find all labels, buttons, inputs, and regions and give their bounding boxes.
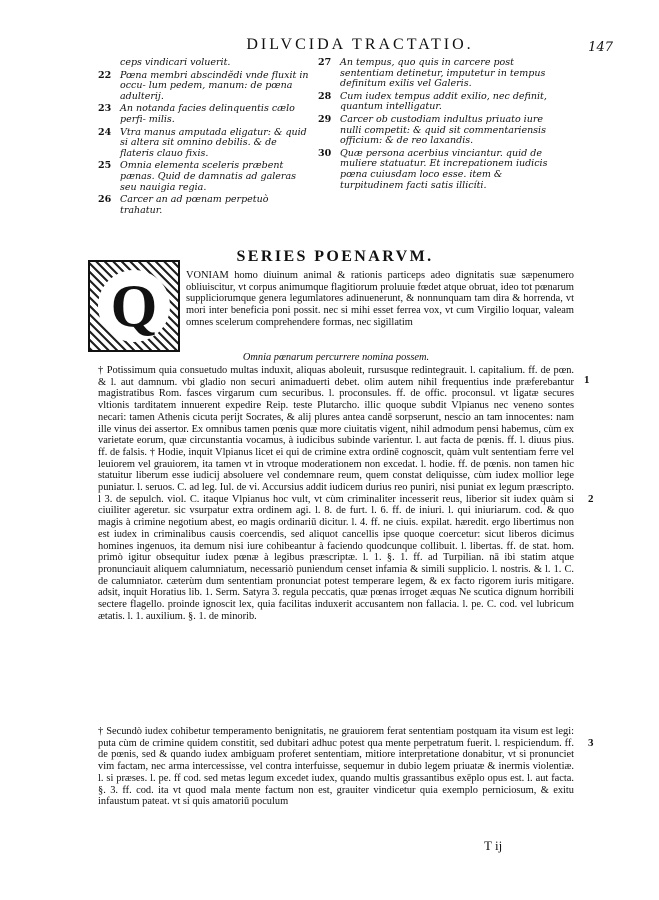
folio-number: 147 bbox=[588, 40, 613, 55]
toc-item-text: An tempus, quo quis in carcere post sententiam detinetur, imputetur in tempus definitum exilis vel Galeris. bbox=[340, 57, 546, 90]
toc-item-text: Vtra manus amputada eligatur: & quid si altera sit omnino debilis. & de flateris clauo fixis. bbox=[120, 126, 307, 159]
margin-note: 2 bbox=[588, 493, 594, 505]
margin-note: 3 bbox=[588, 737, 594, 749]
toc-item-number: 25 bbox=[98, 160, 112, 172]
toc-item-text: Pœna membri abscindĕdi vnde fluxit in occu- lum pedem, manum: de pœna adulterij. bbox=[120, 69, 309, 102]
toc-item bbox=[98, 195, 313, 216]
body-paragraph-2 bbox=[98, 726, 574, 808]
toc-item-number: 30 bbox=[318, 147, 332, 159]
toc-item-number: 26 bbox=[98, 194, 112, 206]
toc-item-text: ceps vindicari voluerit. bbox=[120, 57, 231, 68]
toc-item-number: 24 bbox=[98, 126, 112, 138]
body-paragraph-1 bbox=[98, 365, 574, 622]
toc-item-number: 29 bbox=[318, 113, 332, 125]
toc-item-number: 22 bbox=[98, 69, 112, 81]
section-title: SERIES POENARVM. bbox=[236, 248, 434, 265]
signature-mark: T ij bbox=[484, 838, 503, 853]
margin-note: 1 bbox=[584, 374, 590, 386]
intro-verse-line: Omnia pœnarum percurrere nomina possem. bbox=[242, 352, 430, 363]
toc-item bbox=[98, 58, 313, 69]
intro-paragraph bbox=[186, 270, 574, 329]
toc-item-number: 23 bbox=[98, 103, 112, 115]
toc-item-text: Carcer ob custodiam indultus priuato iure nulli competit: & quid sit commentariensis officium: & de reo laxandis. bbox=[340, 113, 546, 147]
toc-item bbox=[318, 58, 563, 90]
initial-letter: Q bbox=[98, 270, 170, 342]
paragraph-text: † Potissimum quia consuetudo multas induxit, aliquas aboleuit, rursusque redintegrauit. l. capitalium. ff. de pœn. & l. aut damnum. vbi gladio non securi animaduerti debet. olim autem nihil frequentius inde præferebantur magistratibus Rom. fasces virgarum cum securibus. l. proconsules. ff. de offic. proconsul. vt ligatæ secures vltionis tarditatem innuerent expedire Reip. teste Plutarcho. illic quoque subdit Vlpianus nec veneno sontes necari: tamen Athenis cicuta perijt Socrates, & alij plures antea candē sorpserunt, nescio an tam innocentes: nam ille vinus dei assertor. Ex omnibus tamen pœnis quæ more ciuitatis vigent, nihil admodum pensi habemus, cùm ex varietate eorum, quæ circunstantia vocamus, à iudicibus subinde varientur. l. aut facta de pœnis. ff. l. diuus pius. ff. de falsis. † Hodie, inquit Vlpianus licet ei qui de crimine extra ordinē cognoscit, quàm vult sententiam ferre vel leuiorem vel grauiorem, ita tamen vt in vtroque moderationem non excedat. l. hodie. ff. de pœnis. non tamen hic statuitur liberum esse iudicij absoluere vel condemnare reum, quem constat deliquisse, cùm iudex mollior lege puniatur. l. seruos. C. ad leg. Iul. de vi. Accursius addit iudicem durius reo puniri, nisi puniat ex legum præscripto. l 3. de sepulch. viol. C. itaque Vlpianus hoc vult, vt cùm criminaliter incesserit reus, liberior sit iudex quàm si ciuiliter ageretur. sic vsurpatur extra ordinem agi. l. 8. de furt. l. 6. ff. de iniuri. l. qui iniuriarum. cod. & quo magis à crimine negotium abest, eo magis ordinariū dicitur. l. 4. ff. ne ciuis. expilat. hæredit. ergo libertimus non est iudex in criminalibus causis coercendis, sed aliquot cancellis ipse quoque coercetur: sicut liberos dicimus homines ingenuos, ita demum nisi iure cohibeantur à faciendo quodcunque collibuit. l. libertas. ff. de stat. hom. primò igitur obsequitur iudex pœnæ à legibus præscriptæ. l. 1. §. 1. ff. ad Turpilian. nā ibi statim atque pronunciauit aliquem calumniatum, necessariò puniendum censet infamia & simili supplicio. l. nostris. & l. 1. C. de calumniator. cæterùm dum sententiam pronunciat potest temperare legem, & ex facto rigorem iuris mitigare. adsit, inquit Horatius lib. 1. Serm. Satyra 3. regula peccatis, quæ pœnas irroget æquas Ne scutica dignum horribili sectere flagello. proinde ignoscit lex, quia facilitas induxerit accusantem non fallacia. l. pe. C. cod. vel lubricum ætatis. l. 1. auxilium. §. 1. de minorib. bbox=[98, 365, 574, 622]
toc-left-column bbox=[98, 58, 313, 218]
toc-item-text: Omnia elementa sceleris præbent pænas. Quid de damnatis ad galeras seu nauigia regia. bbox=[120, 160, 297, 193]
running-head: DILVCIDA TRACTATIO. bbox=[246, 36, 474, 53]
toc-item bbox=[98, 128, 313, 160]
toc-item bbox=[318, 92, 563, 113]
toc-item bbox=[318, 149, 563, 191]
toc-item-number: 28 bbox=[318, 90, 332, 102]
toc-item-text: Cum iudex tempus addit exilio, nec definit, quantum intelligatur. bbox=[340, 90, 547, 113]
paragraph-text: † Secundò iudex cohibetur temperamento benignitatis, ne grauiorem ferat sententiam postquam ita visum est legi: puta cùm de crimine quidem constitit, sed dubitari adhuc potest qua mente perpetratum fuerit. l. respiciendum. ff. de pœnis, sed & quando iudex ambiguam proferet sententiam, mitiore interpretatione donabitur, vt si pronunciet vim factam, nec arma intercessisse, vel contra interfuisse, sequemur in dubio legem priuatæ & inermis violentiæ. l. si præses. l. pe. ff cod. sed metas legum excedet iudex, quando multis grassantibus exēplo opus est. l. aut facta. §. 3. ff. cod. ita vt quod mala mente factum non est, grauiter vindicetur quia exemplo perniciosum, & exitu infaustum pateat. vt si quis amatoriū poculum bbox=[98, 726, 574, 808]
toc-item bbox=[98, 71, 313, 103]
toc-item bbox=[98, 104, 313, 125]
toc-item bbox=[318, 115, 563, 147]
toc-item-number: 27 bbox=[318, 57, 332, 68]
decorated-initial bbox=[88, 260, 180, 352]
toc-item bbox=[98, 161, 313, 193]
toc-item-text: An notanda facies delinquentis cælo perfi- milis. bbox=[120, 103, 295, 125]
toc-right-column bbox=[318, 58, 563, 193]
intro-text: VONIAM homo diuinum animal & rationis particeps adeo dignitatis suæ sæpenumero obliuiscitur, vt corpus animumque flagitiorum proluuie fœdet atque obruat, ideo tot pœnarum suppliciorumque genera legumlatores adinuenerunt, & nonnunquam tam dira & horrenda, vt mori inter beneficia poni possit. nec si mihi esset ferrea vox, vt cum Virgilio loquar, valeam omnes scelerum comprehendere formas, nec sigillatim bbox=[186, 270, 574, 328]
toc-item-text: Carcer an ad pœnam perpetuò trahatur. bbox=[120, 194, 269, 216]
toc-item-text: Quæ persona acerbius vinciantur. quid de muliere statuatur. Et increpationem iudicis pœna cuiusdam loco esse. item & turpitudinem facti satis illicíti. bbox=[340, 147, 548, 191]
